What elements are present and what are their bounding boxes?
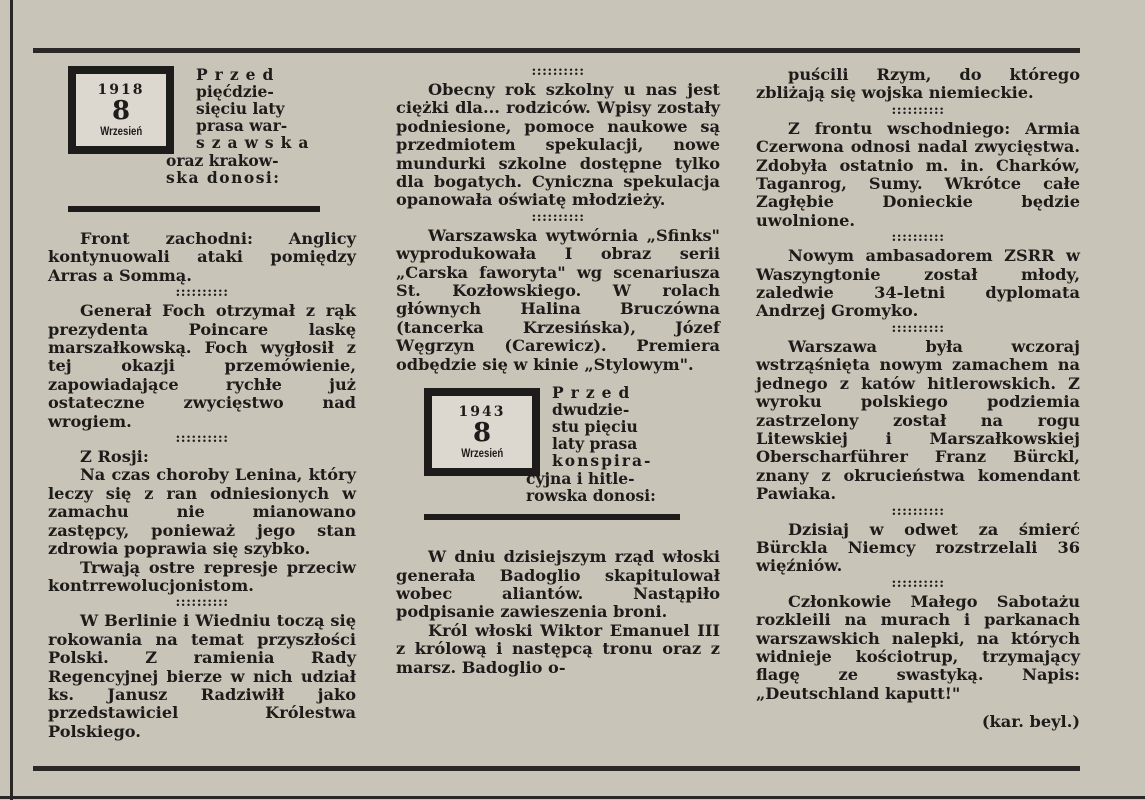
top-border-rule xyxy=(33,48,1080,53)
article-russia-title: Z Rosji: xyxy=(80,447,149,467)
article-sabotage: Członkowie Małego Sabotażu rozkleili na murach i parkanach warszawskich nalepki, na których widnieje kościotrup, trzymający flagę ze swastyką. Napis: „Deutschland kaputt!" xyxy=(756,591,1080,703)
page-edge-rule xyxy=(0,796,1145,799)
separator: :::::::::: xyxy=(175,431,229,447)
column-right xyxy=(756,66,1080,732)
separator: :::::::::: xyxy=(891,320,945,336)
separator: :::::::::: xyxy=(891,575,945,591)
date-month: Wrzesień xyxy=(100,124,142,138)
separator: :::::::::: xyxy=(891,503,945,519)
header-1943 xyxy=(396,383,720,548)
date-month: Wrzesień xyxy=(461,446,503,461)
separator: :::::::::: xyxy=(531,64,585,79)
column-middle xyxy=(396,64,720,677)
separator: :::::::::: xyxy=(175,285,229,301)
article-sfinks: Warszawska wytwórnia „Sfinks" wyprodukowała I obraz serii „Carska faworyta" wg scenariusza St. Kozłowskiego. W rolach głównych Halina Bruczówna (tancerka Krzesińska), Józef Węgrzyn (Carewicz). Premiera odbędzie się w kinie „Stylowym". xyxy=(396,225,720,374)
article-front: Front zachodni: Anglicy kontynuowali ataki pomiędzy Arras a Sommą. xyxy=(48,229,356,285)
article-foch: Generał Foch otrzymał z rąk prezydenta Poincare laskę marszałkowską. Foch wygłosił z tej okazji przemówienie, zapowiadające rychłe już ostateczne zwycięstwo nad wrogiem. xyxy=(48,301,356,431)
bottom-border-rule xyxy=(33,766,1080,771)
article-school: Obecny rok szkolny u nas jest ciężki dla... rodziców. Wpisy zostały podniesione, pomoce naukowe są przedmiotem spekulacji, nowe mundurki szkolne dostępne tylko dla bogatych. Cyniczna spekulacja opanowała oświatę młodzieży. xyxy=(396,80,720,210)
article-rome: puścili Rzym, do którego zbliżają się wojska niemieckie. xyxy=(756,65,1080,103)
article-king: Król włoski Wiktor Emanuel III z królową i następcą tronu oraz z marsz. Badoglio o- xyxy=(396,620,720,677)
column-1918 xyxy=(48,66,356,741)
article-berlin: W Berlinie i Wiedniu toczą się rokowania na temat przyszłości Polski. Z ramienia Rady Regencyjnej bierze w nich udział ks. Janusz Radziwiłł jako przedstawiciel Królestwa Polskiego. xyxy=(48,611,356,741)
article-gromyko: Nowym ambasadorem ZSRR w Waszyngtonie został młody, zaledwie 34-letni dyplomata Andrzej Gromyko. xyxy=(756,246,1080,321)
header-text-1943: Przed dwudzie- stu pięciu laty prasa konspira- xyxy=(552,383,653,471)
date-day: 8 xyxy=(472,418,492,449)
header-text-1918-tail: oraz krakow- ska donosi: xyxy=(166,151,281,187)
article-lenin: Na czas choroby Lenina, który leczy się z ran odniesionych w zamachu nie mianowano zastępcy, ponieważ jego stan zdrowia poprawia się szybko. xyxy=(48,465,356,559)
separator: :::::::::: xyxy=(891,230,945,246)
article-repressions: Trwają ostre represje przeciw kontrrewolucjonistom. xyxy=(48,557,356,595)
separator: :::::::::: xyxy=(531,209,585,225)
header-text-1943-tail: cyjna i hitle- rowska donosi: xyxy=(526,469,656,506)
left-border-rule xyxy=(10,0,13,800)
date-day: 8 xyxy=(111,96,131,126)
header-text-1918: Przed pięćdzie- sięciu laty prasa war- szawska xyxy=(196,65,316,152)
date-box-1943 xyxy=(424,388,540,476)
author-signature: (kar. beyl.) xyxy=(981,712,1080,732)
header-rule-1943 xyxy=(424,514,680,520)
article-italy: W dniu dzisiejszym rząd włoski generała Badoglio skapitulował wobec aliantów. Nastąpiło podpisanie zawieszenia broni. xyxy=(396,547,720,622)
header-rule-1918 xyxy=(68,206,320,212)
header-1918 xyxy=(48,66,356,216)
article-eastern-front: Z frontu wschodniego: Armia Czerwona odnosi nadal zwycięstwa. Zdobyła ostatnio m. in. Charków, Taganrog, Sumy. Wkrótce całe Zagłębie Donieckie będzie uwolnione. xyxy=(756,118,1080,230)
date-year: 1918 xyxy=(97,82,145,98)
article-burckl: Warszawa była wczoraj wstrząśnięta nowym zamachem na jednego z katów hitlerowskich. Z wyroku polskiego podziemia zastrzelony został na rogu Litewskiej i Marszałkowskiej Oberscharführer Franz Bürckl, znany z okrucieństwa komendant Pawiaka. xyxy=(756,336,1080,504)
date-year: 1943 xyxy=(458,404,506,421)
article-reprisal: Dzisiaj w odwet za śmierć Bürckla Niemcy rozstrzelali 36 więźniów. xyxy=(756,519,1080,576)
separator: :::::::::: xyxy=(891,102,945,118)
separator: :::::::::: xyxy=(175,595,229,611)
date-box-1918 xyxy=(68,66,174,154)
